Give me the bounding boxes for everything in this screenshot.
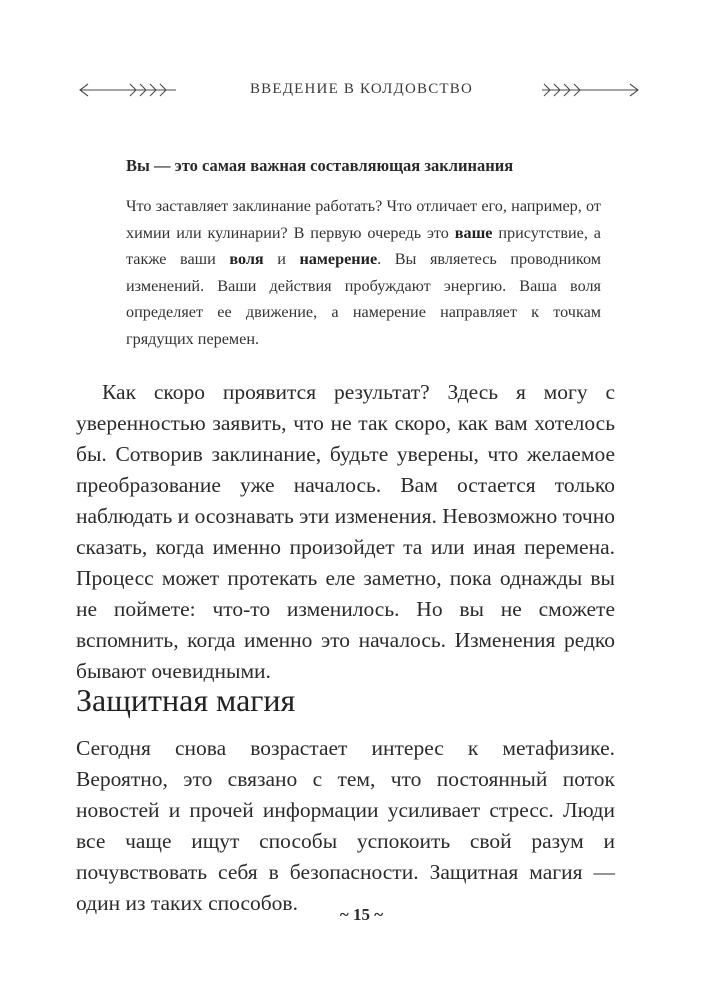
body-paragraph-1: Как скоро проявится результат? Здесь я могу с уверенностью заявить, что не так скоро, как вам хотелось бы. Сотворив заклинание, будьте уверены, что желаемое преобразование уже началось. Вам остается только наблюдать и осознавать эти изменения. Невозможно точно сказать, когда именно произойдет та или иная перемена. Процесс может протекать еле заметно, пока однажды вы не поймете: что-то изменилось. Но вы не сможете вспомнить, когда именно это началось. Изменения редко бывают очевидными. xyxy=(76,380,615,683)
box-bold-word: ваше xyxy=(454,223,493,242)
box-heading: Вы — это самая важная составляющая заклинания xyxy=(126,156,514,175)
sidebar-box xyxy=(126,155,601,352)
box-bold-word: намерение xyxy=(299,250,378,268)
running-header xyxy=(0,78,723,104)
header-title: ВВЕДЕНИЕ В КОЛДОВСТВО xyxy=(249,81,474,97)
arrow-right-icon xyxy=(540,81,640,99)
page-number: ~ 15 ~ xyxy=(339,905,384,924)
box-text-part: и xyxy=(263,250,300,268)
box-text-part: . Вы являетесь проводником изменений. Ваши действия пробуждают энергию. Ваша воля определяет ее движение, а намерение направляет к точкам грядущих перемен. xyxy=(126,250,601,348)
section-title: Защитная магия xyxy=(76,682,296,718)
body-paragraph-2: Сегодня снова возрастает интерес к метафизике. Вероятно, это связано с тем, что постоянный поток новостей и прочей информации усиливает стресс. Люди все чаще ищут способы успокоить свой разум и почувствовать себя в безопасности. Защитная магия — один из таких способов. xyxy=(76,736,615,915)
box-text-part: присутствие, а также ваши xyxy=(126,223,601,268)
box-bold-word: воля xyxy=(229,250,264,268)
box-text-part: Что заставляет заклинание работать? Что отличает его, например, от химии или кулинарии? В первую очередь это xyxy=(126,197,601,242)
box-text xyxy=(126,193,601,352)
